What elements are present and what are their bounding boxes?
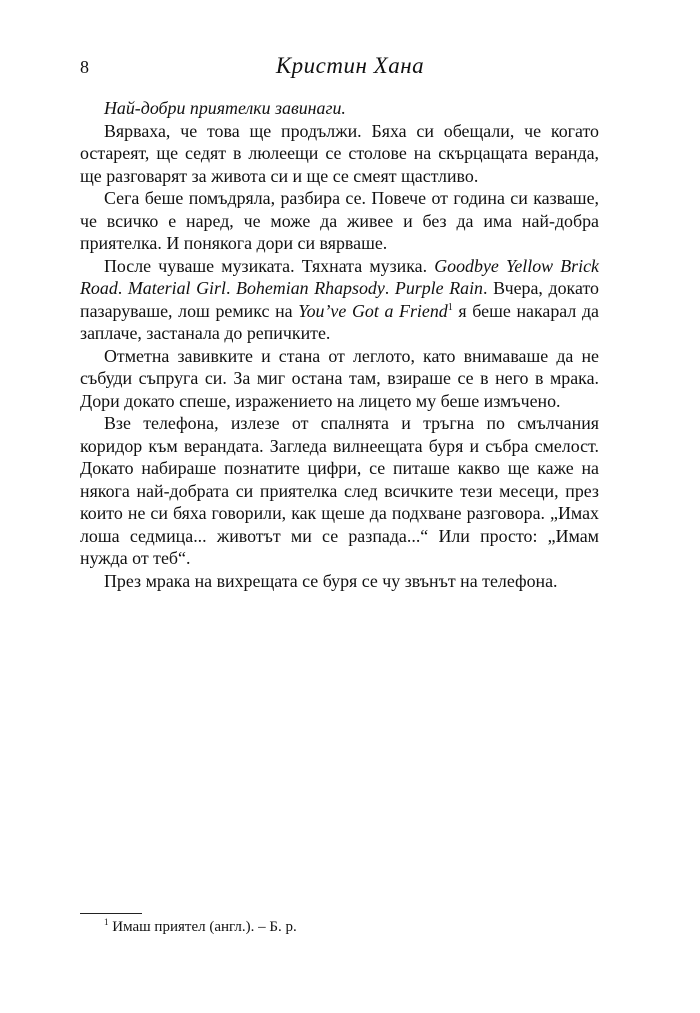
footnote-reference: 1 — [447, 301, 453, 313]
footnote-rule — [80, 913, 142, 914]
song-title: Purple Rain — [394, 278, 483, 298]
separator: . — [225, 278, 237, 298]
separator: . — [384, 278, 395, 298]
separator: . — [117, 278, 128, 298]
page-number: 8 — [80, 57, 89, 77]
main-text — [80, 97, 599, 592]
paragraph-4 — [80, 255, 599, 345]
song-title: Material Girl — [127, 278, 226, 298]
footnote-text: Имаш приятел (англ.). – Б. р. — [108, 919, 297, 935]
italic-phrase: Най-добри приятелки завинаги. — [104, 98, 346, 118]
paragraph-7: През мрака на вихрещата се буря се чу звънът на телефона. — [104, 570, 558, 591]
paragraph-2: Вярваха, че това ще продължи. Бяха си обещали, че когато остареят, ще седят в люлеещи се столове на скърцащата веранда, ще разговарят за живота си и ще се смеят щастливо. — [80, 120, 599, 186]
paragraph-6: Взе телефона, излезе от спалнята и тръгна по смълчания коридор към верандата. Загледа вилнеещата буря и събра смелост. Докато набираше познатите цифри, се питаше какво ще каже на някога най-добрата си приятелка след всичките тези месеци, през които не си бяха говорили, как щеше да подхване разговора. „Имах лоша седмица... животът ми се разпада...“ Или просто: „Имам нужда от теб“. — [80, 413, 599, 568]
song-title: You’ve Got a Friend — [298, 300, 448, 321]
paragraph-4-lead: После чуваше музиката. Тяхната музика. — [104, 255, 435, 276]
running-head-author: Кристин Хана — [275, 53, 425, 78]
song-title: Goodbye Yellow Brick Road — [80, 255, 599, 298]
song-title: Bohemian Rhapsody — [236, 278, 385, 298]
footnote-marker: 1 — [104, 917, 109, 927]
footnote — [104, 918, 297, 936]
paragraph-4-tail: я беше накарал да заплаче, застанала до репичките. — [80, 300, 599, 343]
paragraph-5: Отметна завивките и стана от леглото, като внимаваше да не събуди съпруга си. За миг остана там, взираше се в него в мрака. Дори докато спеше, изражението на лицето му беше измъчено. — [80, 345, 599, 411]
paragraph-4-middle: . Вчера, докато пазаруваше, лош ремикс на — [80, 278, 599, 321]
paragraph-3: Сега беше помъдряла, разбира се. Повече от година си казваше, че всичко е наред, че може да живее и без да има най-добра приятелка. И понякога дори си вярваше. — [80, 188, 599, 253]
paragraph-1 — [80, 97, 599, 120]
